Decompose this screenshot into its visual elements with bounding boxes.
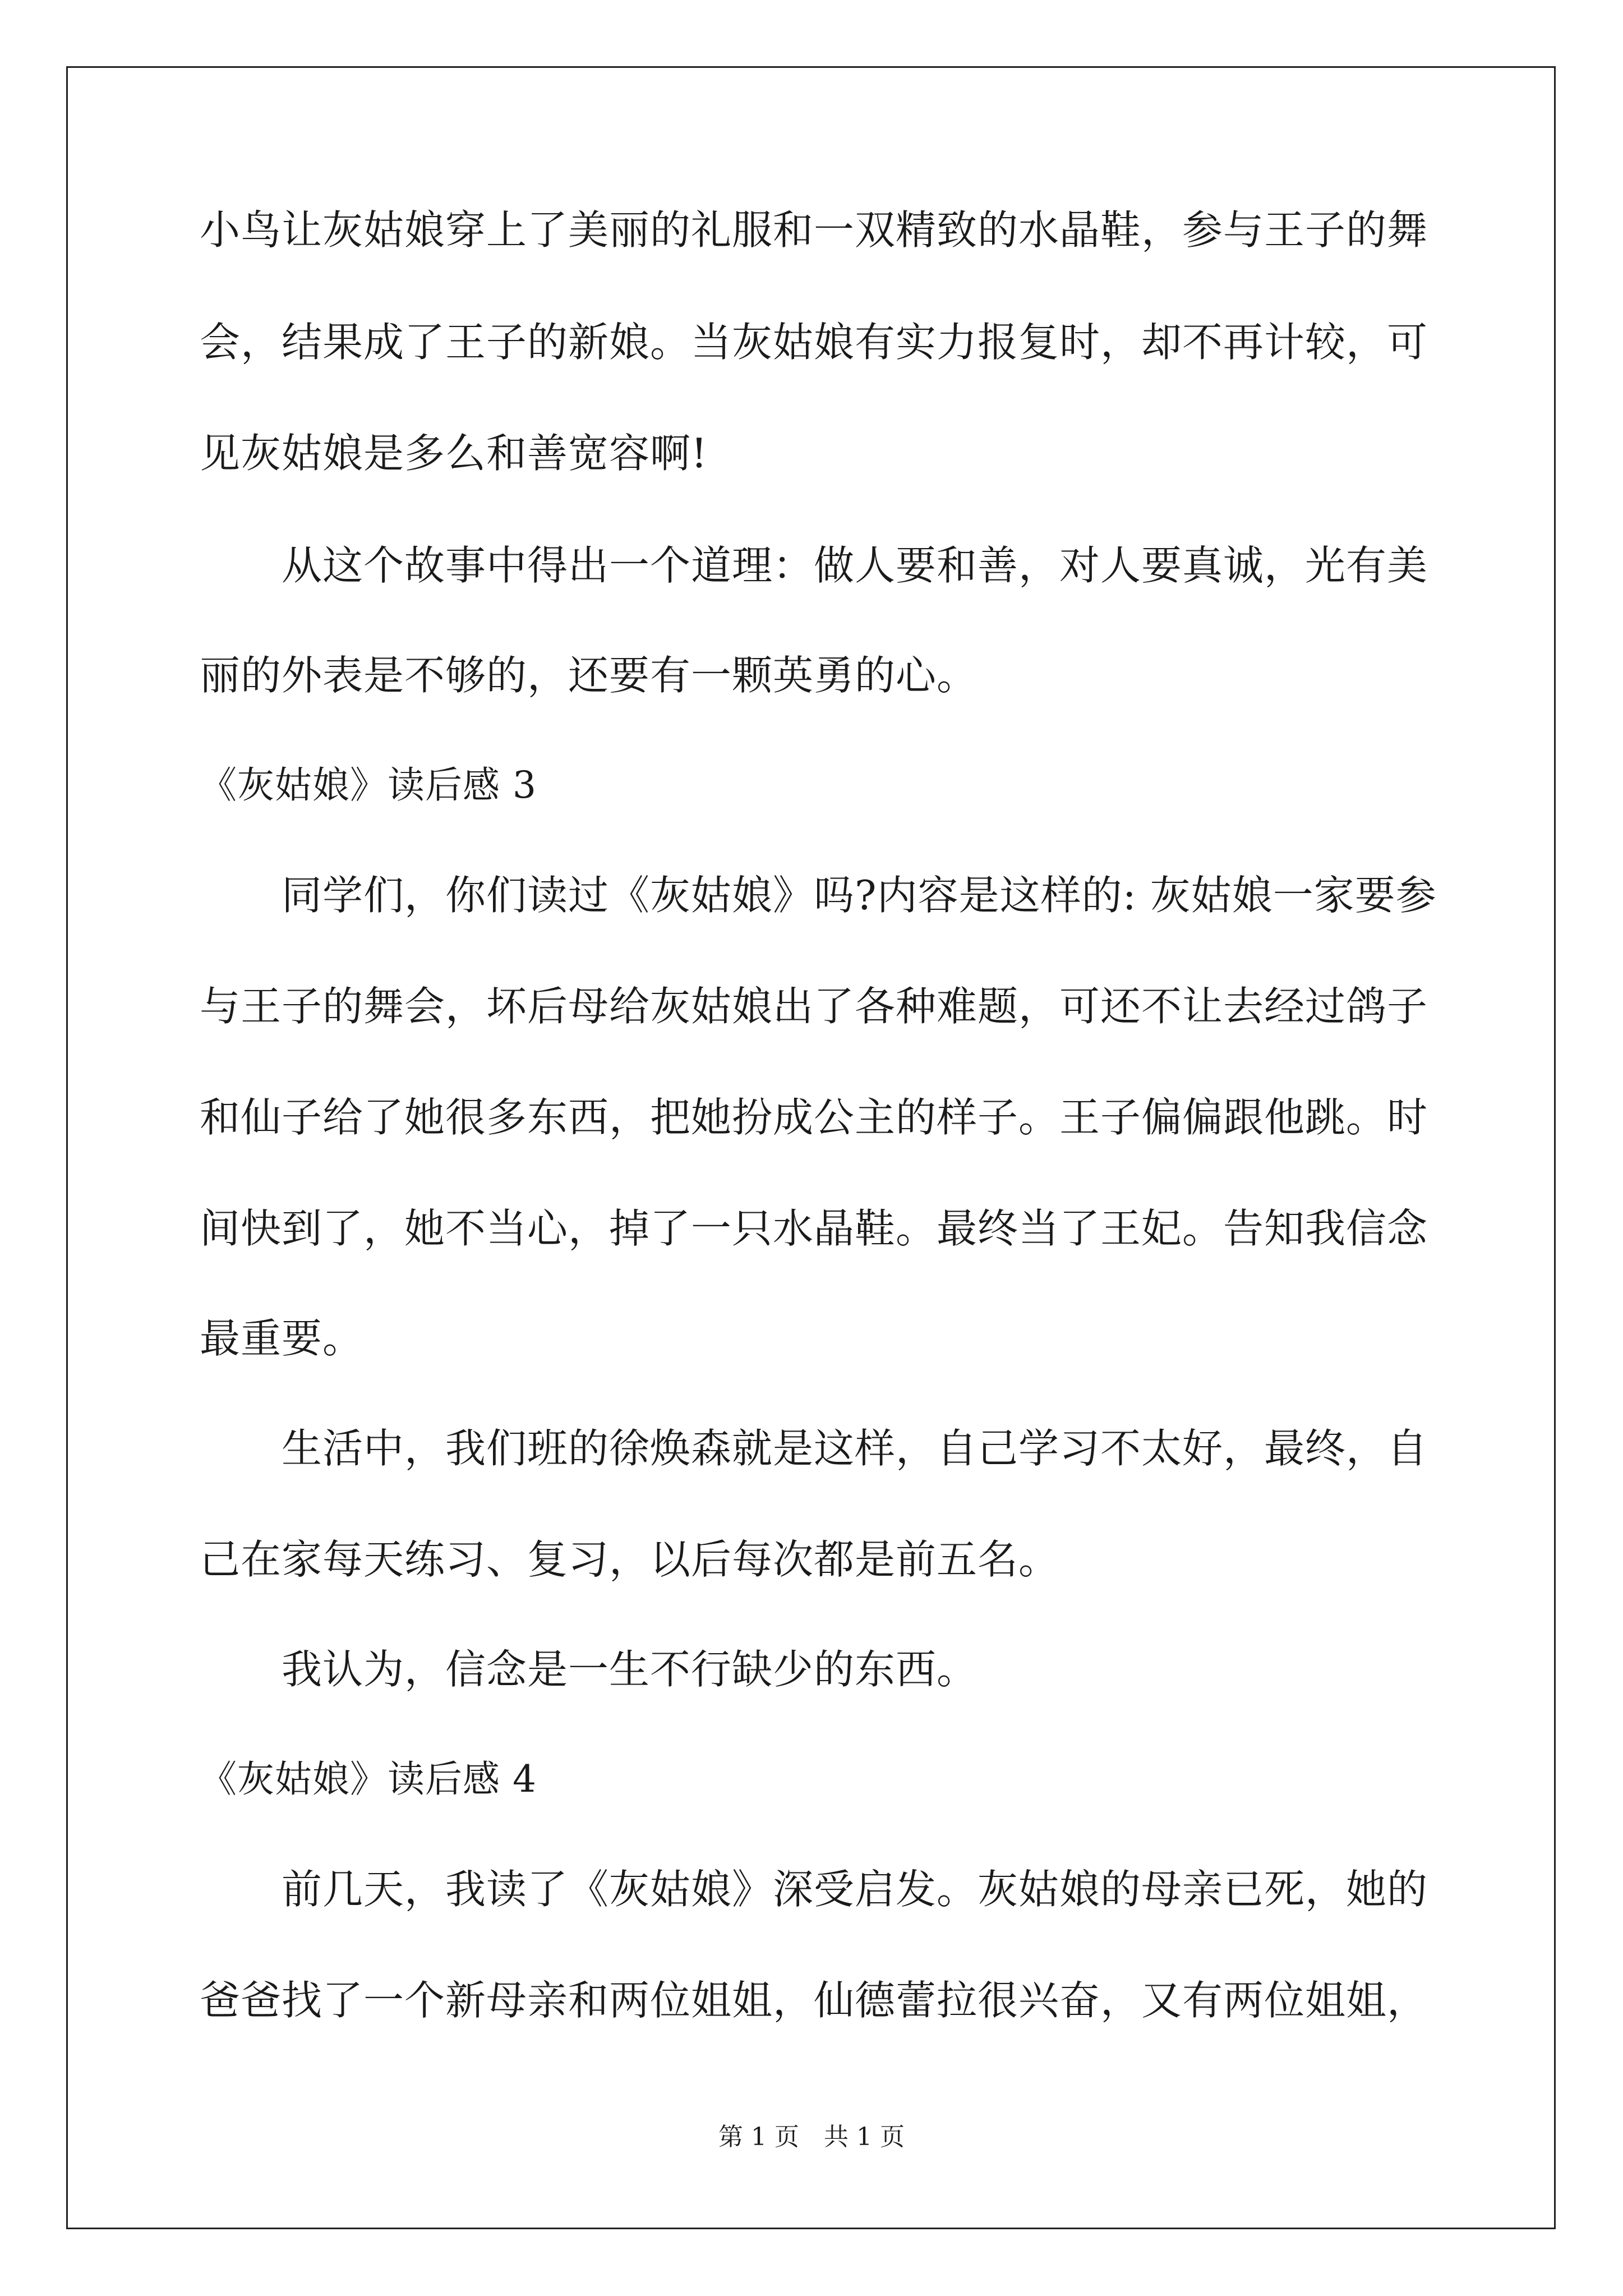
document-body (200, 202, 1437, 2028)
section-heading: 《灰姑娘》读后感 4 (200, 1757, 537, 1801)
text-line: 生活中，我们班的徐焕森就是这样，自己学习不太好，最终，自 (200, 1425, 1428, 1472)
text-line: 见灰姑娘是多么和善宽容啊! (200, 430, 708, 477)
text-line: 间快到了，她不当心，掉了一只水晶鞋。最终当了王妃。告知我信念 (200, 1205, 1428, 1252)
text-line: 最重要。 (200, 1315, 364, 1362)
text-line: 会，结果成了王子的新娘。当灰姑娘有实力报复时，却不再计较，可 (200, 319, 1428, 366)
text-line: 我认为，信念是一生不行缺少的东西。 (200, 1646, 978, 1693)
text-line: 和仙子给了她很多东西，把她扮成公主的样子。王子偏偏跟他跳。时 (200, 1094, 1428, 1141)
text-line: 同学们，你们读过《灰姑娘》吗?内容是这样的: 灰姑娘一家要参 (200, 872, 1437, 919)
text-line: 小鸟让灰姑娘穿上了美丽的礼服和一双精致的水晶鞋，参与王子的舞 (200, 206, 1428, 254)
text-line: 丽的外表是不够的，还要有一颗英勇的心。 (200, 652, 978, 699)
text-line: 己在家每天练习、复习，以后每次都是前五名。 (200, 1536, 1060, 1583)
page-footer: 第 1 页 共 1 页 (718, 2123, 905, 2151)
text-line: 前几天，我读了《灰姑娘》深受启发。灰姑娘的母亲已死，她的 (200, 1866, 1428, 1913)
text-line: 爸爸找了一个新母亲和两位姐姐，仙德蕾拉很兴奋，又有两位姐姐， (200, 1977, 1428, 2024)
section-heading: 《灰姑娘》读后感 3 (200, 763, 537, 807)
text-line: 与王子的舞会，坏后母给灰姑娘出了各种难题，可还不让去经过鸽子 (200, 983, 1428, 1030)
text-line: 从这个故事中得出一个道理：做人要和善，对人要真诚，光有美 (200, 542, 1428, 589)
